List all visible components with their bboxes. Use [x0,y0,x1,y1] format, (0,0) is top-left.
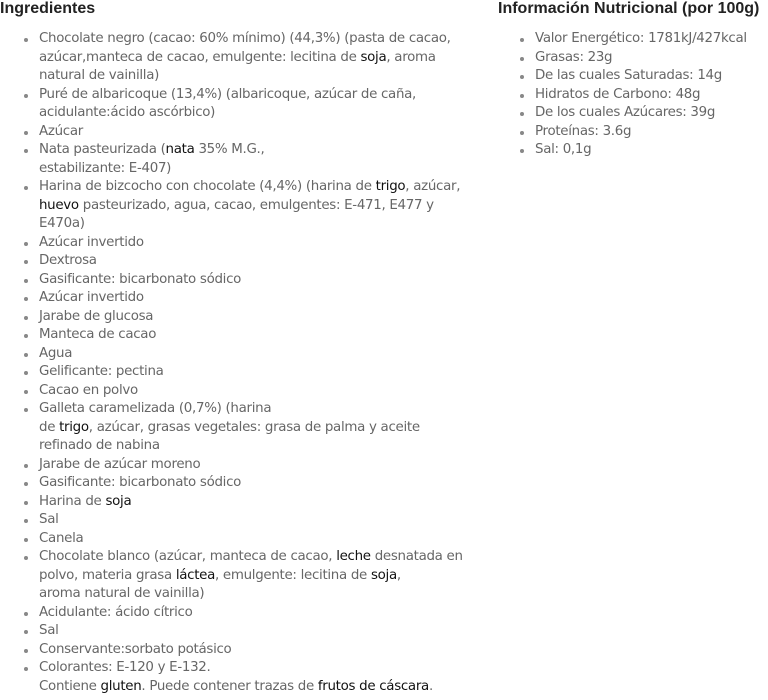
text-segment: Agua [39,345,73,361]
text-segment: pasteurizado, agua, cacao, emulgentes: E-471, E477 y [78,197,434,213]
text-segment: Cacao en polvo [39,382,138,398]
ingredient-item [0,308,490,327]
ingredient-item [0,86,490,123]
text-segment: polvo, materia grasa [39,567,176,583]
ingredient-item [0,345,490,364]
text-segment: . [428,678,433,694]
text-segment: Jarabe de azúcar moreno [39,456,201,472]
text-segment: Canela [39,530,84,546]
text-segment: aroma natural de vainilla) [39,586,205,601]
allergen-highlight: gluten [100,678,142,694]
text-segment: Gasificante: bicarbonato sódico [39,475,242,490]
ingredient-item [0,178,490,234]
ingredient-item [0,604,490,623]
text-segment: Sal [39,623,59,638]
ingredient-item [0,141,490,178]
ingredient-item [0,622,490,641]
ingredient-item [0,382,490,401]
ingredient-item [0,511,490,530]
text-segment: . Puede contener trazas de [141,678,318,694]
ingredient-item [0,530,490,549]
ingredients-title: Ingredientes [0,0,96,17]
text-segment: , aroma [386,49,436,65]
text-segment: acidulante:ácido ascórbico) [39,105,216,120]
ingredient-item [0,289,490,308]
text-segment: Colorantes: E-120 y E-132. [39,660,211,675]
text-segment: , azúcar, [405,179,461,194]
allergen-highlight: nata [165,142,195,157]
ingredient-item [0,123,490,142]
text-segment: Nata pasteurizada ( [39,142,166,157]
text-segment: Contiene [39,678,101,694]
text-segment: Conservante:sorbato potásico [39,641,232,657]
ingredient-item [0,326,490,345]
text-segment: Azúcar invertido [39,234,144,250]
ingredient-item [0,234,490,253]
text-segment: estabilizante: E-407) [39,160,172,176]
nutrition-item: Valor Energético: 1781kJ/427kcal [498,30,768,49]
allergen-highlight: trigo [59,419,89,435]
text-segment: Azúcar [39,123,83,139]
allergen-highlight: trigo [375,179,406,194]
allergen-highlight: láctea [175,567,216,583]
text-segment: Puré de albaricoque (13,4%) (albaricoque, azúcar de caña, [39,86,417,102]
ingredient-item [0,30,490,86]
text-segment: , emulgente: lecitina de [215,567,371,583]
text-segment: desnatada en [370,549,463,564]
allergen-highlight: soja [105,493,132,509]
ingredient-item [0,363,490,382]
text-segment: de [39,419,60,435]
ingredient-item [0,659,490,678]
ingredient-item [0,271,490,290]
allergen-highlight: soja [370,567,397,583]
allergen-highlight: frutos de cáscara [317,678,429,694]
ingredient-item [0,474,490,493]
text-segment: Gasificante: bicarbonato sódico [39,271,242,287]
text-segment: Jarabe de glucosa [39,308,154,324]
ingredient-item [0,456,490,475]
allergen-highlight: huevo [39,197,79,213]
ingredient-item [0,641,490,660]
allergen-note [0,678,490,697]
text-segment: Azúcar invertido [39,290,144,305]
text-segment: , azúcar, grasas vegetales: grasa de palma y aceite [88,419,420,435]
text-segment: Dextrosa [39,253,97,268]
nutrition-item: Sal: 0,1g [498,141,768,160]
nutrition-section [498,0,768,160]
text-segment: azúcar,manteca de cacao, emulgente: lecitina de [39,49,361,65]
text-segment: Harina de bizcocho con chocolate (4,4%) (harina de [39,179,376,194]
nutrition-item: Grasas: 23g [498,49,768,68]
text-segment: refinado de nabina [39,438,160,453]
text-segment: Sal [39,512,59,527]
nutrition-title: Información Nutricional (por 100g) [498,0,760,17]
text-segment: Chocolate negro (cacao: 60% mínimo) (44,3%) (pasta de cacao, [39,31,451,46]
allergen-highlight: soja [360,49,387,65]
allergen-highlight: leche [336,549,371,564]
text-segment: Acidulante: ácido cítrico [39,604,193,620]
text-segment: Manteca de cacao [39,327,157,342]
ingredient-item [0,252,490,271]
text-segment: Galleta caramelizada (0,7%) (harina [39,401,272,416]
text-segment: Harina de [39,493,106,509]
ingredient-item [0,548,490,604]
ingredient-item [0,400,490,456]
text-segment: Chocolate blanco (azúcar, manteca de cacao, [39,549,337,564]
ingredient-item [0,493,490,512]
nutrition-item: Proteínas: 3.6g [498,123,768,142]
nutrition-item: Hidratos de Carbono: 48g [498,86,768,105]
nutrition-item: De las cuales Saturadas: 14g [498,67,768,86]
text-segment: 35% M.G., [194,142,265,157]
text-segment: E470a) [39,216,85,231]
nutrition-item: De los cuales Azúcares: 39g [498,104,768,123]
text-segment: natural de vainilla) [39,68,160,83]
ingredients-list [0,30,490,678]
text-segment: Gelificante: pectina [39,364,164,379]
nutrition-list [498,30,768,160]
text-segment: , [396,567,401,583]
